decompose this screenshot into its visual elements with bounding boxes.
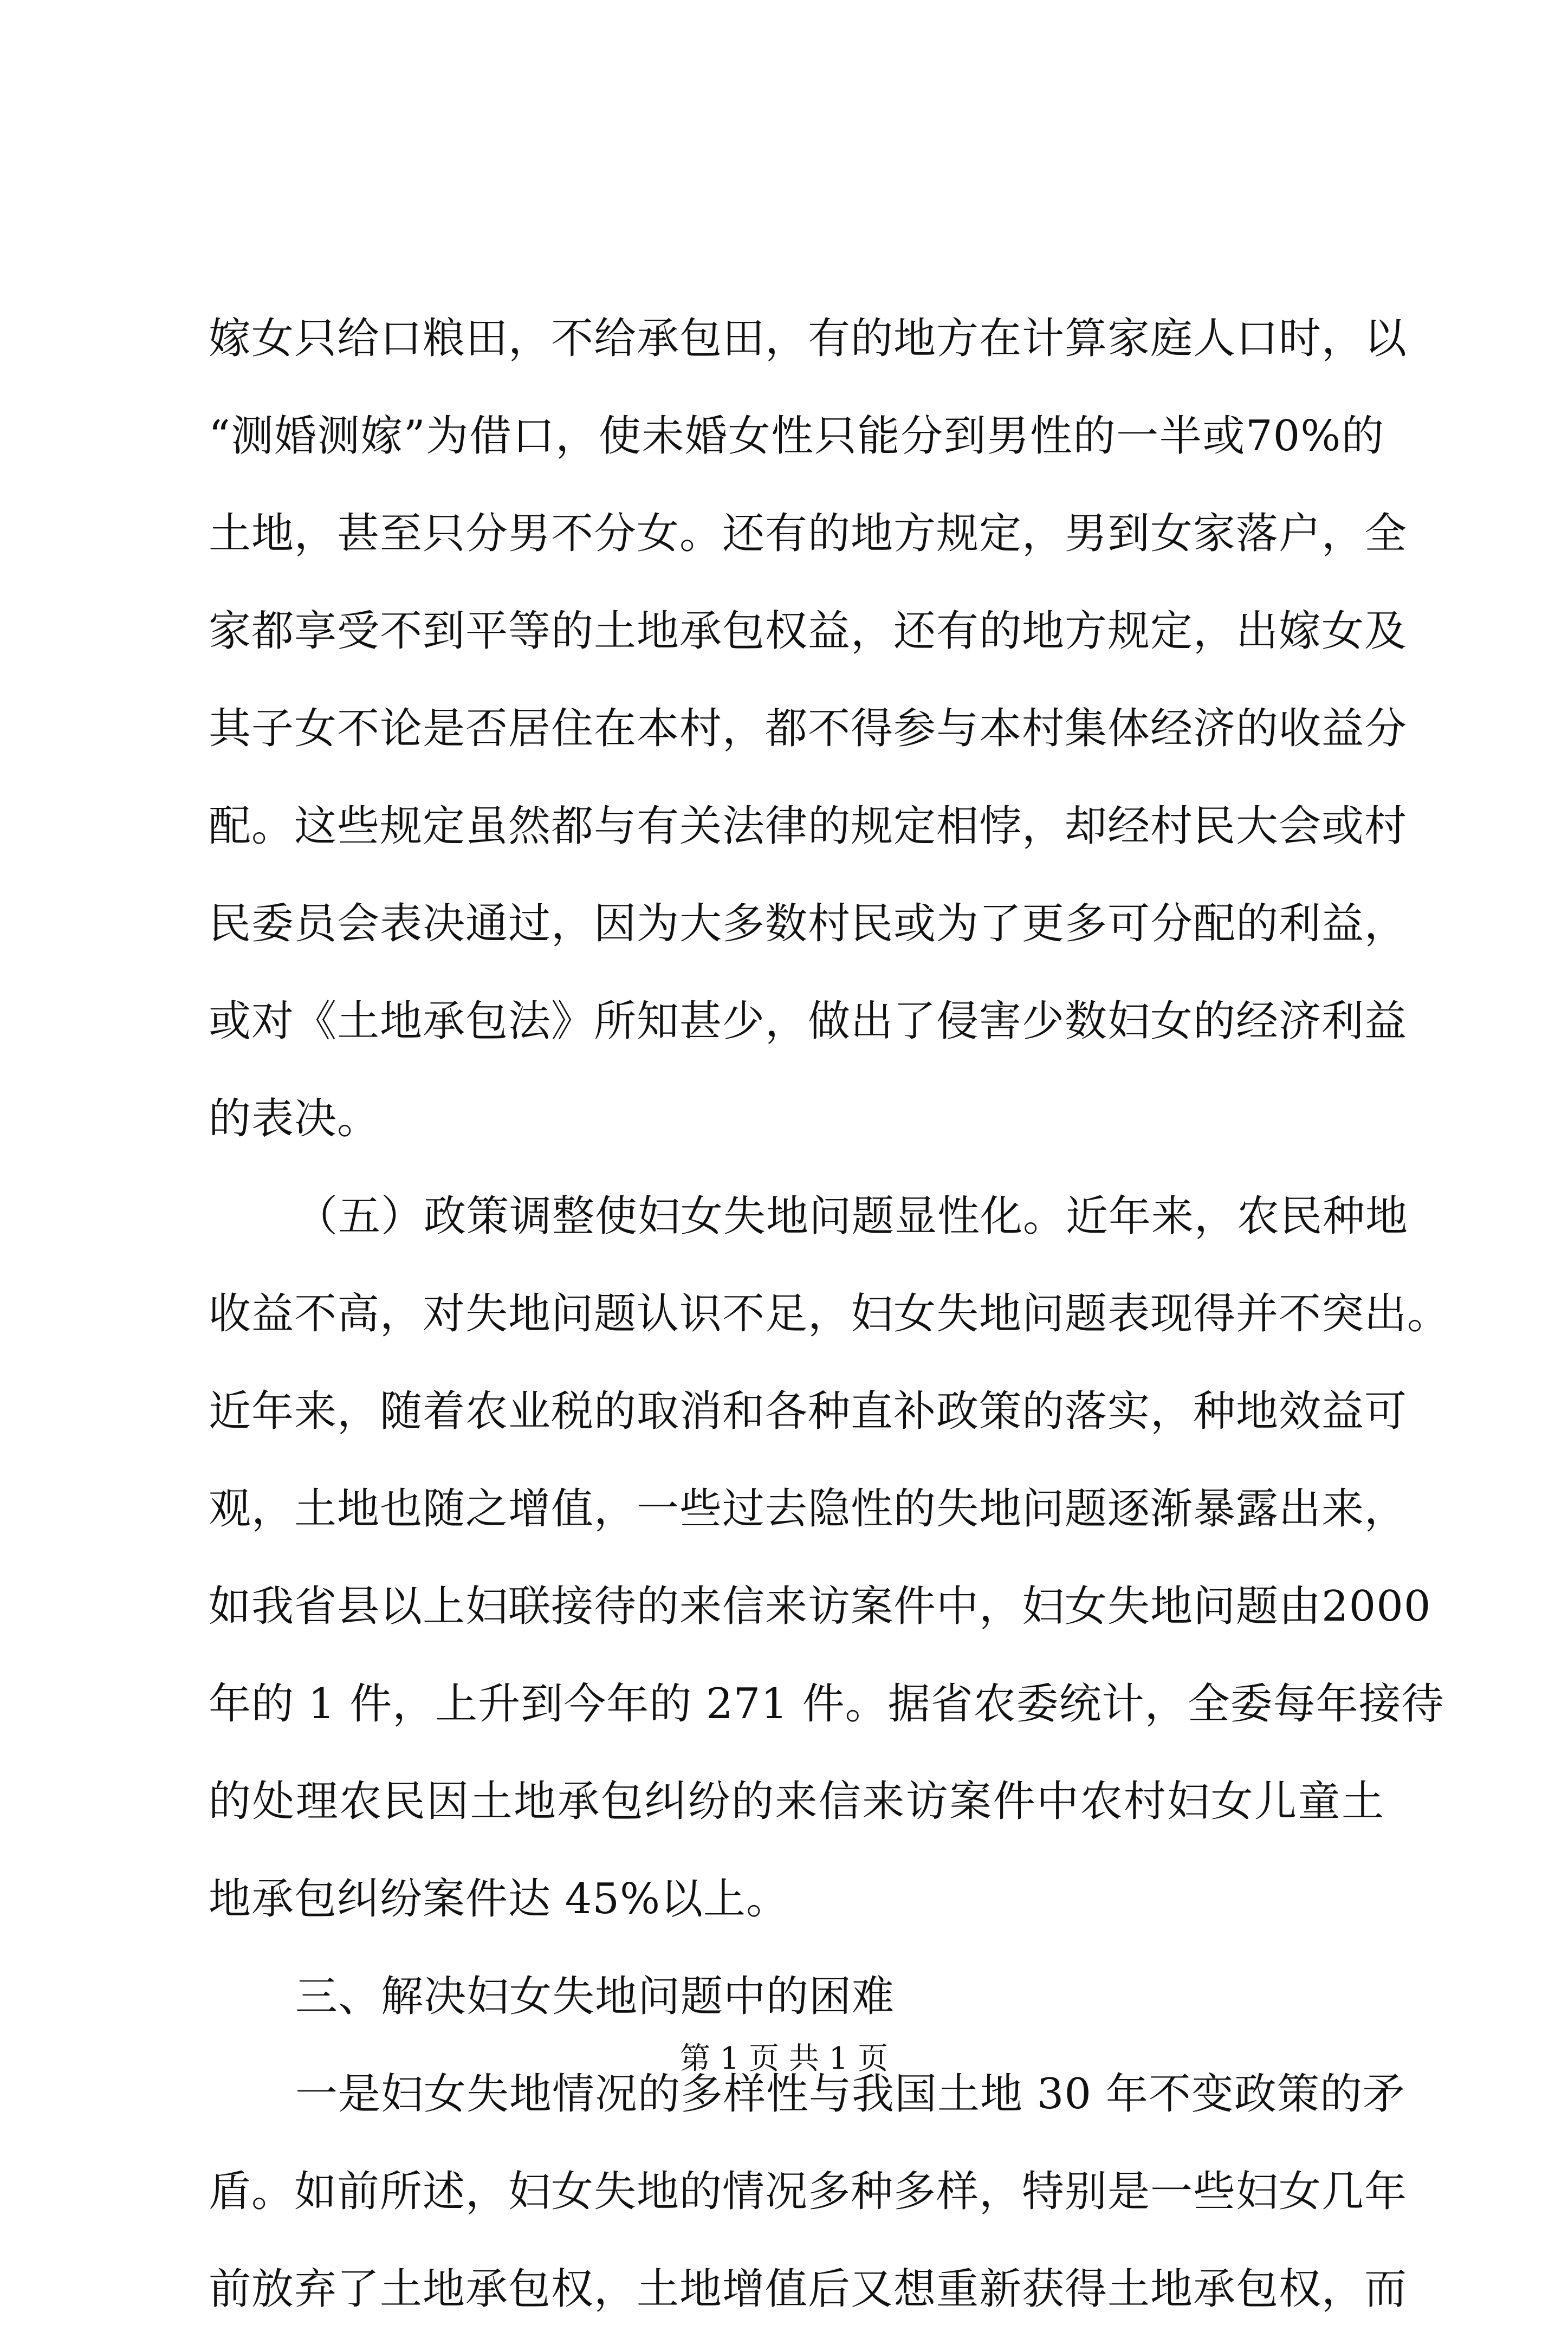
text-line-1: 嫁女只给口粮田，不给承包田，有的地方在计算家庭人口时，以 [209,314,1408,363]
text-line-8: 或对《土地承包法》所知甚少，做出了侵害少数妇女的经济利益 [209,997,1408,1046]
text-line-16: 的处理农民因土地承包纠纷的来信来访案件中农村妇女儿童土 [209,1777,1384,1826]
text-line-2: “测婚测嫁”为借口，使未婚女性只能分到男性的一半或70%的 [209,412,1384,461]
text-line-12: 近年来，随着农业税的取消和各种直补政策的落实，种地效益可 [209,1387,1408,1436]
section-heading-5: （五）政策调整使妇女失地问题显性化。近年来，农民种地 [295,1192,1409,1241]
text-line-5: 其子女不论是否居住在本村，都不得参与本村集体经济的收益分 [209,704,1408,753]
document-body [209,290,1450,2338]
text-line-6: 配。这些规定虽然都与有关法律的规定相悖，却经村民大会或村 [209,802,1408,851]
text-line-15: 年的 1 件，上升到今年的 271 件。据省农委统计，全委每年接待 [209,1680,1444,1728]
page-footer: 第 1 页 共 1 页 [679,2041,889,2076]
text-line-21: 前放弃了土地承包权，土地增值后又想重新获得土地承包权，而 [209,2265,1408,2314]
section-heading-3: 三、解决妇女失地问题中的困难 [295,1972,895,2021]
text-line-4: 家都享受不到平等的土地承包权益，还有的地方规定，出嫁女及 [209,607,1408,656]
text-line-3: 土地，甚至只分男不分女。还有的地方规定，男到女家落户，全 [209,509,1408,558]
text-line-9: 的表决。 [209,1094,380,1143]
text-line-11: 收益不高，对失地问题认识不足，妇女失地问题表现得并不突出。 [209,1290,1450,1338]
text-line-17: 地承包纠纷案件达 45%以上。 [209,1875,789,1923]
text-line-19: 一是妇女失地情况的多样性与我国土地 30 年不变政策的矛 [295,2070,1405,2119]
text-line-14: 如我省县以上妇联接待的来信来访案件中，妇女失地问题由2000 [209,1582,1431,1631]
text-line-20: 盾。如前所述，妇女失地的情况多种多样，特别是一些妇女几年 [209,2167,1408,2216]
text-line-13: 观，土地也随之增值，一些过去隐性的失地问题逐渐暴露出来， [209,1485,1408,1533]
text-line-7: 民委员会表决通过，因为大多数村民或为了更多可分配的利益， [209,899,1408,948]
